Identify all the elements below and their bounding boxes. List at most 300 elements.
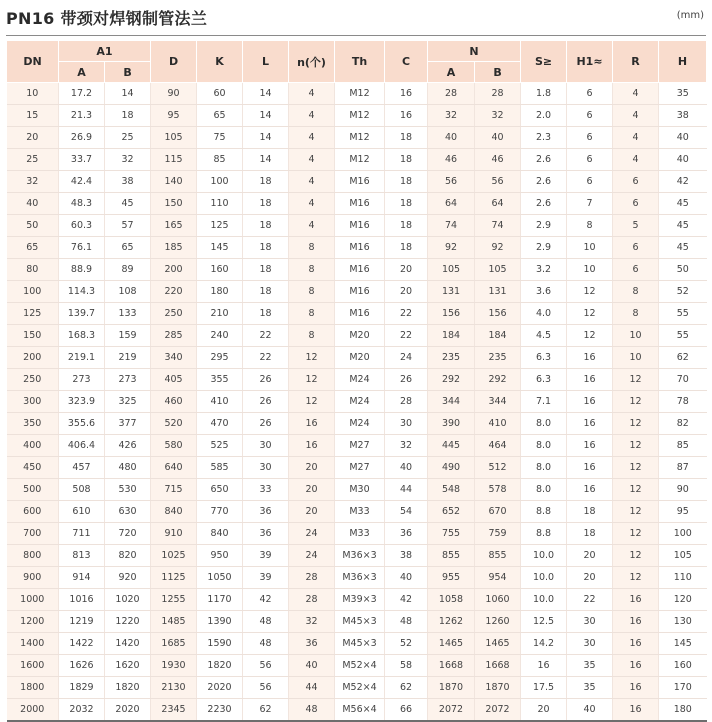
- cell-l: 39: [243, 545, 289, 567]
- cell-n-a: 2072: [428, 699, 475, 722]
- cell-h1: 6: [567, 83, 613, 105]
- cell-r: 12: [613, 501, 659, 523]
- cell-dn: 300: [7, 391, 59, 413]
- cell-s: 16: [521, 655, 567, 677]
- cell-d: 95: [151, 105, 197, 127]
- cell-l: 18: [243, 281, 289, 303]
- cell-bolt-count: 8: [289, 303, 335, 325]
- cell-l: 39: [243, 567, 289, 589]
- cell-h1: 16: [567, 457, 613, 479]
- cell-a1-a: 21.3: [59, 105, 105, 127]
- cell-thread: M24: [335, 369, 385, 391]
- cell-k: 1170: [197, 589, 243, 611]
- cell-n-b: 855: [475, 545, 521, 567]
- cell-thread: M16: [335, 237, 385, 259]
- cell-n-a: 46: [428, 149, 475, 171]
- cell-n-b: 1260: [475, 611, 521, 633]
- table-row: [7, 347, 707, 369]
- cell-h1: 10: [567, 259, 613, 281]
- cell-a1-b: 426: [105, 435, 151, 457]
- cell-a1-a: 457: [59, 457, 105, 479]
- table-row: [7, 633, 707, 655]
- cell-l: 48: [243, 633, 289, 655]
- cell-dn: 1200: [7, 611, 59, 633]
- header-n: N: [428, 41, 521, 62]
- cell-h1: 18: [567, 523, 613, 545]
- cell-r: 16: [613, 699, 659, 722]
- cell-c: 44: [385, 479, 428, 501]
- cell-thread: M45×3: [335, 611, 385, 633]
- cell-thread: M39×3: [335, 589, 385, 611]
- cell-d: 1685: [151, 633, 197, 655]
- header-n-b: B: [475, 62, 521, 83]
- cell-s: 4.0: [521, 303, 567, 325]
- cell-dn: 40: [7, 193, 59, 215]
- cell-a1-b: 65: [105, 237, 151, 259]
- table-row: [7, 303, 707, 325]
- cell-a1-a: 406.4: [59, 435, 105, 457]
- cell-h1: 10: [567, 237, 613, 259]
- cell-a1-b: 273: [105, 369, 151, 391]
- cell-l: 26: [243, 369, 289, 391]
- cell-k: 125: [197, 215, 243, 237]
- cell-a1-b: 14: [105, 83, 151, 105]
- cell-dn: 400: [7, 435, 59, 457]
- cell-n-a: 131: [428, 281, 475, 303]
- cell-h1: 16: [567, 369, 613, 391]
- header-r: R: [613, 41, 659, 83]
- cell-a1-b: 18: [105, 105, 151, 127]
- cell-a1-b: 25: [105, 127, 151, 149]
- cell-d: 520: [151, 413, 197, 435]
- cell-k: 525: [197, 435, 243, 457]
- cell-n-a: 390: [428, 413, 475, 435]
- cell-k: 650: [197, 479, 243, 501]
- cell-a1-b: 38: [105, 171, 151, 193]
- table-row: [7, 149, 707, 171]
- table-body: [7, 83, 707, 722]
- cell-thread: M20: [335, 325, 385, 347]
- cell-n-a: 445: [428, 435, 475, 457]
- cell-n-b: 1465: [475, 633, 521, 655]
- cell-r: 12: [613, 479, 659, 501]
- cell-h: 52: [659, 281, 707, 303]
- cell-r: 6: [613, 171, 659, 193]
- cell-l: 36: [243, 501, 289, 523]
- table-row: [7, 105, 707, 127]
- cell-c: 22: [385, 325, 428, 347]
- cell-l: 42: [243, 589, 289, 611]
- cell-a1-a: 813: [59, 545, 105, 567]
- cell-c: 16: [385, 105, 428, 127]
- cell-a1-a: 1829: [59, 677, 105, 699]
- cell-s: 2.6: [521, 171, 567, 193]
- cell-a1-a: 355.6: [59, 413, 105, 435]
- cell-d: 640: [151, 457, 197, 479]
- cell-l: 33: [243, 479, 289, 501]
- cell-h1: 16: [567, 391, 613, 413]
- cell-d: 165: [151, 215, 197, 237]
- cell-h1: 7: [567, 193, 613, 215]
- cell-d: 220: [151, 281, 197, 303]
- cell-a1-b: 630: [105, 501, 151, 523]
- cell-dn: 1400: [7, 633, 59, 655]
- header-l: L: [243, 41, 289, 83]
- cell-s: 6.3: [521, 369, 567, 391]
- header-d: D: [151, 41, 197, 83]
- table-row: [7, 83, 707, 105]
- header-dn: DN: [7, 41, 59, 83]
- table-row: [7, 589, 707, 611]
- cell-h1: 12: [567, 325, 613, 347]
- cell-l: 22: [243, 325, 289, 347]
- cell-a1-a: 219.1: [59, 347, 105, 369]
- cell-h: 62: [659, 347, 707, 369]
- cell-s: 4.5: [521, 325, 567, 347]
- header-bolt-count: n(个): [289, 41, 335, 83]
- cell-n-a: 652: [428, 501, 475, 523]
- cell-s: 10.0: [521, 589, 567, 611]
- cell-d: 250: [151, 303, 197, 325]
- cell-bolt-count: 12: [289, 347, 335, 369]
- cell-h1: 8: [567, 215, 613, 237]
- cell-dn: 80: [7, 259, 59, 281]
- cell-a1-b: 480: [105, 457, 151, 479]
- cell-h: 35: [659, 83, 707, 105]
- cell-a1-a: 42.4: [59, 171, 105, 193]
- cell-k: 180: [197, 281, 243, 303]
- cell-c: 18: [385, 171, 428, 193]
- cell-a1-a: 139.7: [59, 303, 105, 325]
- table-row: [7, 677, 707, 699]
- cell-c: 32: [385, 435, 428, 457]
- cell-dn: 1800: [7, 677, 59, 699]
- cell-d: 340: [151, 347, 197, 369]
- header-a1: A1: [59, 41, 151, 62]
- cell-k: 770: [197, 501, 243, 523]
- table-row: [7, 655, 707, 677]
- cell-l: 18: [243, 259, 289, 281]
- cell-h1: 12: [567, 303, 613, 325]
- cell-bolt-count: 20: [289, 479, 335, 501]
- table-row: [7, 501, 707, 523]
- cell-l: 14: [243, 127, 289, 149]
- cell-a1-a: 60.3: [59, 215, 105, 237]
- cell-n-a: 1058: [428, 589, 475, 611]
- cell-a1-b: 820: [105, 545, 151, 567]
- cell-h1: 16: [567, 435, 613, 457]
- cell-s: 14.2: [521, 633, 567, 655]
- cell-n-a: 344: [428, 391, 475, 413]
- cell-d: 285: [151, 325, 197, 347]
- table-row: [7, 457, 707, 479]
- cell-thread: M56×4: [335, 699, 385, 722]
- cell-n-a: 184: [428, 325, 475, 347]
- cell-h: 100: [659, 523, 707, 545]
- cell-s: 8.8: [521, 501, 567, 523]
- cell-n-a: 548: [428, 479, 475, 501]
- cell-dn: 900: [7, 567, 59, 589]
- cell-thread: M24: [335, 413, 385, 435]
- cell-bolt-count: 8: [289, 325, 335, 347]
- cell-s: 2.0: [521, 105, 567, 127]
- cell-thread: M52×4: [335, 677, 385, 699]
- cell-l: 48: [243, 611, 289, 633]
- cell-a1-b: 1820: [105, 677, 151, 699]
- cell-d: 405: [151, 369, 197, 391]
- cell-n-b: 759: [475, 523, 521, 545]
- cell-n-b: 464: [475, 435, 521, 457]
- cell-a1-b: 1220: [105, 611, 151, 633]
- cell-bolt-count: 12: [289, 369, 335, 391]
- unit-label: (mm): [676, 10, 704, 21]
- cell-bolt-count: 20: [289, 457, 335, 479]
- cell-l: 56: [243, 655, 289, 677]
- cell-d: 1485: [151, 611, 197, 633]
- cell-bolt-count: 36: [289, 633, 335, 655]
- cell-r: 16: [613, 655, 659, 677]
- cell-n-a: 74: [428, 215, 475, 237]
- cell-k: 1050: [197, 567, 243, 589]
- cell-l: 18: [243, 215, 289, 237]
- cell-l: 18: [243, 237, 289, 259]
- cell-c: 40: [385, 567, 428, 589]
- cell-h: 40: [659, 127, 707, 149]
- cell-thread: M16: [335, 303, 385, 325]
- cell-a1-b: 377: [105, 413, 151, 435]
- cell-h: 170: [659, 677, 707, 699]
- cell-n-b: 64: [475, 193, 521, 215]
- cell-k: 2020: [197, 677, 243, 699]
- cell-thread: M27: [335, 457, 385, 479]
- table-row: [7, 523, 707, 545]
- cell-bolt-count: 40: [289, 655, 335, 677]
- table-row: [7, 127, 707, 149]
- cell-r: 8: [613, 303, 659, 325]
- cell-dn: 65: [7, 237, 59, 259]
- cell-bolt-count: 24: [289, 523, 335, 545]
- cell-n-b: 1668: [475, 655, 521, 677]
- cell-h1: 6: [567, 127, 613, 149]
- cell-c: 52: [385, 633, 428, 655]
- cell-n-b: 344: [475, 391, 521, 413]
- cell-a1-a: 323.9: [59, 391, 105, 413]
- cell-h: 82: [659, 413, 707, 435]
- cell-bolt-count: 8: [289, 259, 335, 281]
- cell-dn: 150: [7, 325, 59, 347]
- cell-r: 16: [613, 589, 659, 611]
- cell-bolt-count: 44: [289, 677, 335, 699]
- header-n-a: A: [428, 62, 475, 83]
- cell-k: 65: [197, 105, 243, 127]
- cell-h: 110: [659, 567, 707, 589]
- cell-r: 12: [613, 391, 659, 413]
- cell-h1: 6: [567, 149, 613, 171]
- cell-a1-a: 711: [59, 523, 105, 545]
- cell-a1-a: 610: [59, 501, 105, 523]
- cell-dn: 10: [7, 83, 59, 105]
- cell-l: 18: [243, 171, 289, 193]
- cell-h: 45: [659, 193, 707, 215]
- cell-c: 20: [385, 259, 428, 281]
- cell-r: 6: [613, 259, 659, 281]
- cell-k: 355: [197, 369, 243, 391]
- cell-l: 22: [243, 347, 289, 369]
- cell-dn: 25: [7, 149, 59, 171]
- cell-l: 14: [243, 105, 289, 127]
- cell-dn: 600: [7, 501, 59, 523]
- cell-thread: M12: [335, 83, 385, 105]
- cell-a1-a: 1626: [59, 655, 105, 677]
- cell-dn: 125: [7, 303, 59, 325]
- cell-d: 1125: [151, 567, 197, 589]
- cell-n-b: 512: [475, 457, 521, 479]
- cell-l: 30: [243, 435, 289, 457]
- cell-r: 16: [613, 677, 659, 699]
- cell-k: 240: [197, 325, 243, 347]
- cell-h1: 16: [567, 347, 613, 369]
- cell-a1-b: 1420: [105, 633, 151, 655]
- cell-n-b: 1060: [475, 589, 521, 611]
- cell-s: 10.0: [521, 567, 567, 589]
- cell-c: 38: [385, 545, 428, 567]
- cell-n-b: 56: [475, 171, 521, 193]
- cell-d: 115: [151, 149, 197, 171]
- cell-bolt-count: 8: [289, 237, 335, 259]
- cell-h1: 40: [567, 699, 613, 722]
- cell-h: 45: [659, 215, 707, 237]
- cell-c: 18: [385, 215, 428, 237]
- cell-n-b: 292: [475, 369, 521, 391]
- title-divider: [6, 35, 706, 36]
- cell-l: 18: [243, 193, 289, 215]
- cell-c: 24: [385, 347, 428, 369]
- cell-r: 8: [613, 281, 659, 303]
- cell-r: 12: [613, 545, 659, 567]
- cell-l: 56: [243, 677, 289, 699]
- cell-dn: 32: [7, 171, 59, 193]
- cell-n-a: 56: [428, 171, 475, 193]
- cell-dn: 500: [7, 479, 59, 501]
- header-a1-b: B: [105, 62, 151, 83]
- cell-s: 7.1: [521, 391, 567, 413]
- cell-n-b: 28: [475, 83, 521, 105]
- cell-n-a: 235: [428, 347, 475, 369]
- table-row: [7, 281, 707, 303]
- cell-a1-b: 325: [105, 391, 151, 413]
- cell-s: 3.2: [521, 259, 567, 281]
- cell-d: 910: [151, 523, 197, 545]
- cell-a1-b: 32: [105, 149, 151, 171]
- cell-h1: 12: [567, 281, 613, 303]
- cell-r: 10: [613, 325, 659, 347]
- cell-d: 1025: [151, 545, 197, 567]
- cell-a1-a: 1016: [59, 589, 105, 611]
- cell-s: 8.0: [521, 479, 567, 501]
- cell-n-b: 954: [475, 567, 521, 589]
- cell-a1-a: 33.7: [59, 149, 105, 171]
- cell-k: 100: [197, 171, 243, 193]
- cell-a1-b: 45: [105, 193, 151, 215]
- table-row: [7, 479, 707, 501]
- cell-thread: M20: [335, 347, 385, 369]
- table-row: [7, 413, 707, 435]
- cell-d: 105: [151, 127, 197, 149]
- cell-dn: 1600: [7, 655, 59, 677]
- cell-bolt-count: 20: [289, 501, 335, 523]
- cell-n-b: 410: [475, 413, 521, 435]
- cell-c: 40: [385, 457, 428, 479]
- table-row: [7, 435, 707, 457]
- cell-r: 12: [613, 567, 659, 589]
- table-row: [7, 171, 707, 193]
- cell-r: 10: [613, 347, 659, 369]
- cell-a1-a: 17.2: [59, 83, 105, 105]
- page-title: PN16 带颈对焊钢制管法兰: [6, 9, 208, 28]
- table-row: [7, 545, 707, 567]
- cell-l: 14: [243, 149, 289, 171]
- cell-a1-b: 219: [105, 347, 151, 369]
- cell-k: 470: [197, 413, 243, 435]
- cell-d: 460: [151, 391, 197, 413]
- cell-s: 8.0: [521, 413, 567, 435]
- cell-h: 85: [659, 435, 707, 457]
- cell-bolt-count: 4: [289, 105, 335, 127]
- cell-l: 36: [243, 523, 289, 545]
- cell-k: 110: [197, 193, 243, 215]
- cell-thread: M36×3: [335, 567, 385, 589]
- cell-c: 58: [385, 655, 428, 677]
- cell-n-b: 32: [475, 105, 521, 127]
- cell-bolt-count: 24: [289, 545, 335, 567]
- cell-bolt-count: 28: [289, 589, 335, 611]
- cell-k: 85: [197, 149, 243, 171]
- cell-a1-b: 89: [105, 259, 151, 281]
- cell-bolt-count: 32: [289, 611, 335, 633]
- cell-a1-b: 159: [105, 325, 151, 347]
- cell-k: 210: [197, 303, 243, 325]
- cell-a1-a: 508: [59, 479, 105, 501]
- cell-a1-a: 48.3: [59, 193, 105, 215]
- cell-n-a: 855: [428, 545, 475, 567]
- cell-n-b: 235: [475, 347, 521, 369]
- cell-c: 18: [385, 193, 428, 215]
- cell-k: 1590: [197, 633, 243, 655]
- cell-a1-a: 88.9: [59, 259, 105, 281]
- cell-dn: 250: [7, 369, 59, 391]
- cell-n-b: 2072: [475, 699, 521, 722]
- cell-thread: M27: [335, 435, 385, 457]
- cell-s: 2.6: [521, 193, 567, 215]
- cell-n-a: 1870: [428, 677, 475, 699]
- cell-c: 66: [385, 699, 428, 722]
- cell-n-a: 1262: [428, 611, 475, 633]
- cell-r: 12: [613, 413, 659, 435]
- cell-n-b: 156: [475, 303, 521, 325]
- cell-r: 6: [613, 193, 659, 215]
- cell-c: 18: [385, 149, 428, 171]
- cell-dn: 50: [7, 215, 59, 237]
- cell-bolt-count: 16: [289, 435, 335, 457]
- cell-h1: 6: [567, 171, 613, 193]
- cell-r: 12: [613, 369, 659, 391]
- flange-spec-table: [6, 40, 707, 722]
- cell-c: 54: [385, 501, 428, 523]
- cell-bolt-count: 4: [289, 149, 335, 171]
- cell-l: 26: [243, 391, 289, 413]
- cell-n-b: 131: [475, 281, 521, 303]
- cell-d: 200: [151, 259, 197, 281]
